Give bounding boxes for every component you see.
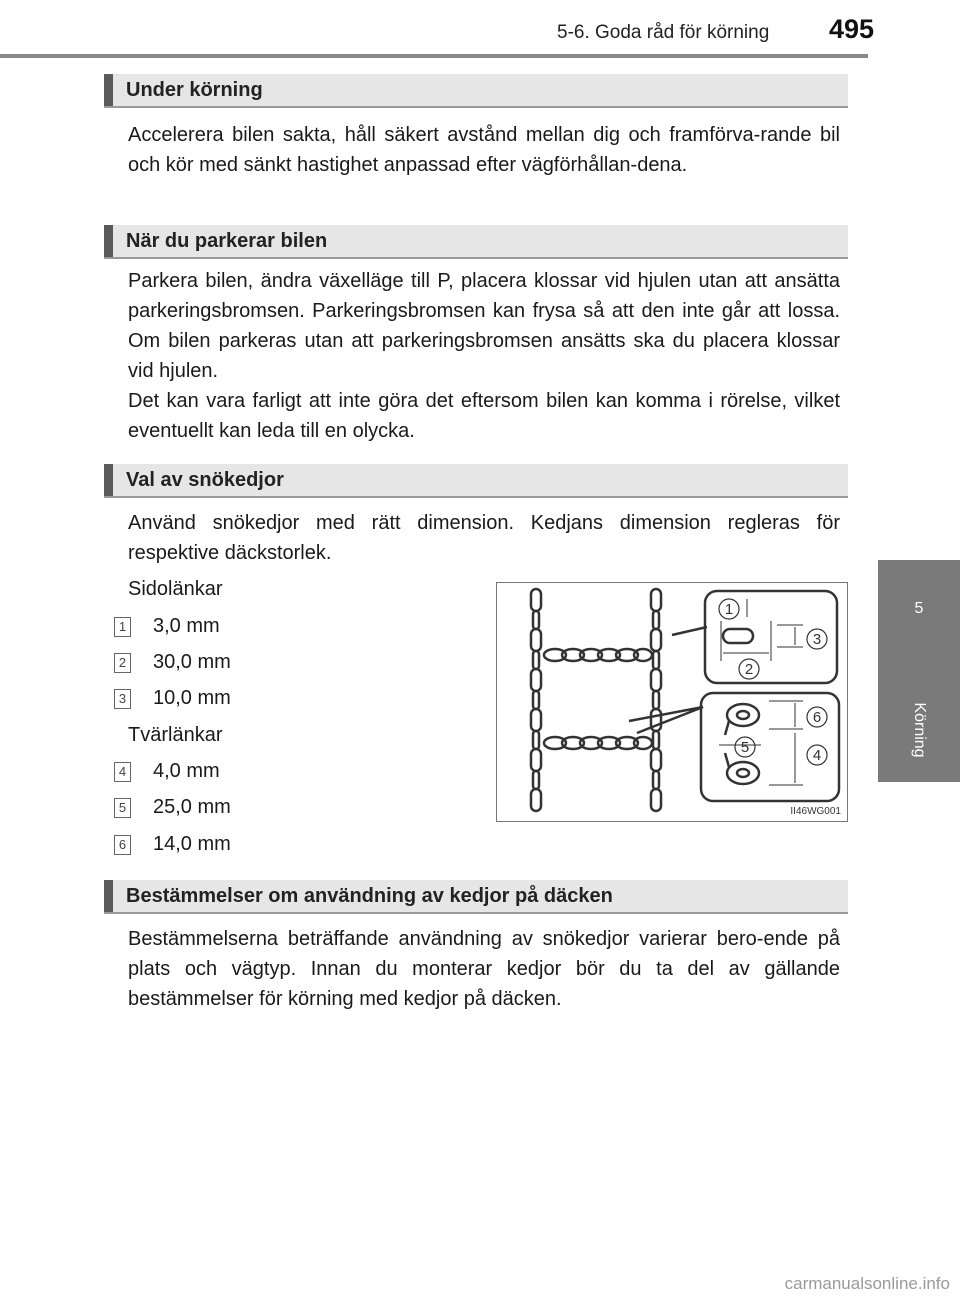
header-rule	[0, 54, 868, 58]
side-links-label: Sidolänkar	[128, 578, 223, 600]
cross-links-label: Tvärlänkar	[128, 724, 223, 746]
heading-bar	[104, 464, 113, 496]
spec-value: 25,0 mm	[153, 796, 231, 818]
heading-bar	[104, 225, 113, 257]
paragraph: Parkera bilen, ändra växelläge till P, placera klossar vid hjulen utan att ansätta parkeringsbromsen. Parkeringsbromsen kan frysa så att den inte går att lossa. Om bilen parkeras utan att parkeringsbromsen ansätts ska du placera klossar vid hjulen.	[128, 270, 840, 382]
spec-number-badge: 6	[114, 835, 131, 855]
spec-value: 30,0 mm	[153, 651, 231, 673]
snow-chain-drawing	[497, 583, 847, 821]
paragraph: Det kan vara farligt att inte göra det eftersom bilen kan komma i rörelse, vilket eventuellt kan leda till en olycka.	[128, 390, 840, 442]
callout-1: 1	[724, 601, 734, 618]
chapter-side-tab	[878, 560, 960, 782]
chapter-title: Körning	[911, 702, 928, 758]
running-header-section: 5-6. Goda råd för körning	[557, 22, 770, 43]
section-heading-bestammelser	[104, 880, 848, 914]
spec-number-badge: 1	[114, 617, 131, 637]
spec-value: 10,0 mm	[153, 687, 231, 709]
paragraph: Accelerera bilen sakta, håll säkert avstånd mellan dig och framförva-rande bil och kör med sänkt hastighet anpassad efter vägförhållan-dena.	[128, 124, 840, 176]
snow-chain-illustration	[496, 582, 848, 822]
section-heading-text: Bestämmelser om användning av kedjor på däcken	[126, 885, 613, 907]
callout-3: 3	[812, 631, 822, 648]
watermark: carmanualsonline.info	[784, 1274, 950, 1293]
spec-value: 14,0 mm	[153, 833, 231, 855]
spec-number-badge: 3	[114, 689, 131, 709]
heading-bar	[104, 880, 113, 912]
section-heading-snokedjor	[104, 464, 848, 498]
callout-2: 2	[744, 661, 754, 678]
section-heading-text: När du parkerar bilen	[126, 230, 328, 252]
section-heading-under-korning	[104, 74, 848, 108]
callout-6: 6	[812, 709, 822, 726]
callout-4: 4	[812, 747, 822, 764]
section-heading-text: Under körning	[126, 79, 263, 101]
spec-number-badge: 5	[114, 798, 131, 818]
figure-code: II46WG001	[790, 806, 841, 817]
paragraph: Använd snökedjor med rätt dimension. Kedjans dimension regleras för respektive däckstorlek.	[128, 512, 840, 564]
spec-value: 3,0 mm	[153, 615, 220, 637]
heading-bar	[104, 74, 113, 106]
paragraph: Bestämmelserna beträffande användning av snökedjor varierar bero-ende på plats och vägtyp. Innan du monterar kedjor bör du ta del av gällande bestämmelser för körning med kedjor på däcken.	[128, 928, 840, 1010]
spec-value: 4,0 mm	[153, 760, 220, 782]
page-number: 495	[829, 14, 875, 44]
spec-number-badge: 4	[114, 762, 131, 782]
spec-number-badge: 2	[114, 653, 131, 673]
section-heading-parkering	[104, 225, 848, 259]
chapter-number: 5	[914, 600, 924, 617]
section-heading-text: Val av snökedjor	[126, 469, 284, 491]
callout-5: 5	[740, 739, 750, 756]
